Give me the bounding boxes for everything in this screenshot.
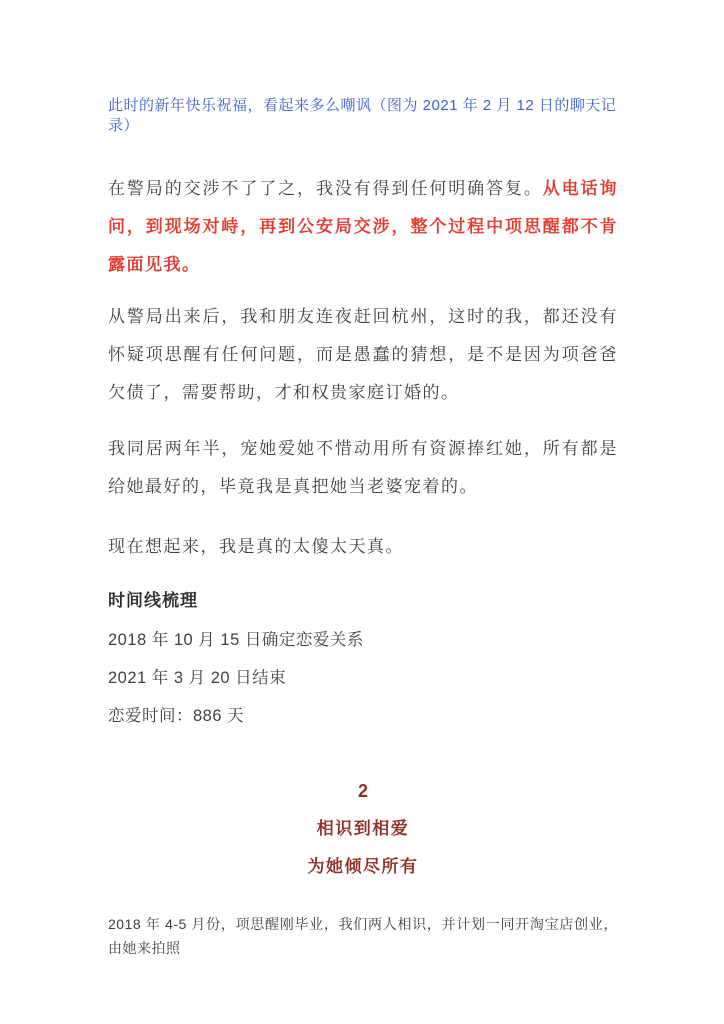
paragraph-cohabitation: 我同居两年半，宠她爱她不惜动用所有资源捧红她，所有都是给她最好的，毕竟我是真把她当老婆宠着的。 (108, 439, 618, 496)
timeline-item-end: 2021 年 3 月 20 日结束 (108, 669, 287, 687)
timeline-item-start: 2018 年 10 月 15 日确定恋爱关系 (108, 631, 364, 649)
closing-paragraph: 2018 年 4-5 月份，项思醒刚毕业，我们两人相识，并计划一同开淘宝店创业，由她来拍照 (108, 916, 618, 956)
paragraph-police-black-text: 在警局的交涉不了了之，我没有得到任何明确答复。 (108, 179, 543, 198)
section-title-line1: 相识到相爱 (316, 819, 410, 838)
section-number: 2 (357, 781, 368, 801)
paragraph-regret: 现在想起来，我是真的太傻太天真。 (108, 537, 404, 556)
timeline-heading: 时间线梳理 (108, 591, 198, 610)
paragraph-police-red-emphasis: 从电话询问，到现场对峙，再到公安局交涉，整个过程中项思醒都不肯露面见我。 (108, 179, 619, 274)
paragraph-police-negotiation (108, 170, 618, 284)
section-title-line2: 为她倾尽所有 (307, 857, 419, 876)
timeline-item-duration: 恋爱时间：886 天 (108, 707, 245, 725)
section-break (108, 772, 618, 886)
image-caption: 此时的新年快乐祝福，看起来多么嘲讽（图为 2021 年 2 月 12 日的聊天记录） (108, 97, 617, 134)
paragraph-return-hangzhou: 从警局出来后，我和朋友连夜赶回杭州，这时的我，都还没有怀疑项思醒有任何问题，而是愚蠢的猜想，是不是因为项爸爸欠债了，需要帮助，才和权贵家庭订婚的。 (108, 307, 618, 402)
